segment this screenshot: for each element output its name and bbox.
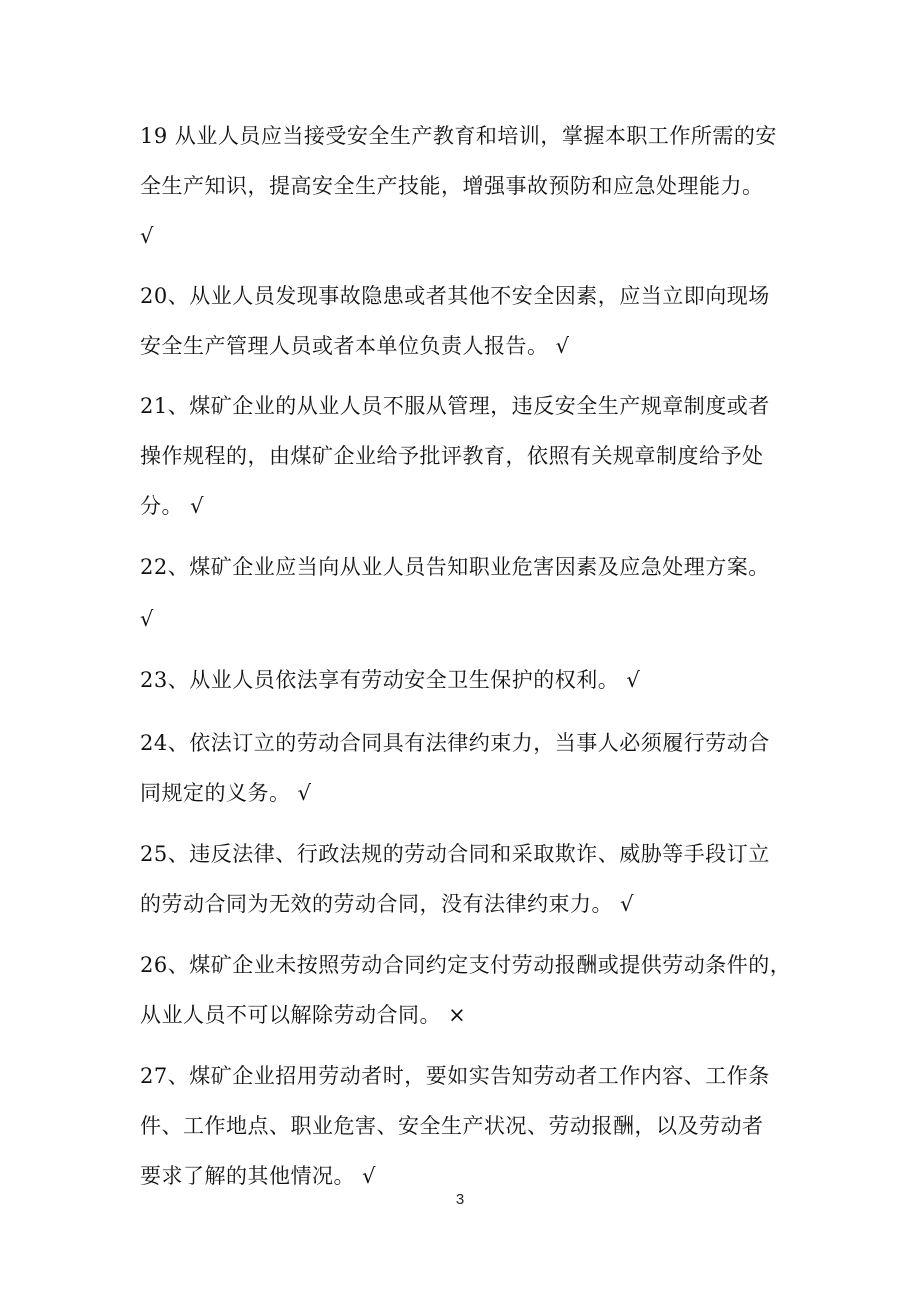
item-27-line-1: 27、煤矿企业招用劳动者时，要如实告知劳动者工作内容、工作条 — [140, 1064, 770, 1088]
item-21-line-2: 操作规程的，由煤矿企业给予批评教育，依照有关规章制度给予处 — [140, 444, 764, 468]
item-21-line-3: 分。 √ — [140, 494, 205, 518]
item-24-line-1: 24、依法订立的劳动合同具有法律约束力，当事人必须履行劳动合 — [140, 731, 770, 755]
item-26-line-2: 从业人员不可以解除劳动合同。 × — [140, 1003, 467, 1027]
item-20-line-2: 安全生产管理人员或者本单位负责人报告。 √ — [140, 334, 570, 358]
item-24-line-2: 同规定的义务。 √ — [140, 781, 312, 805]
item-23-line-1: 23、从业人员依法享有劳动安全卫生保护的权利。 √ — [140, 668, 641, 692]
item-25-line-2: 的劳动合同为无效的劳动合同，没有法律约束力。 √ — [140, 892, 635, 916]
item-22-answer: √ — [140, 607, 154, 631]
item-20-line-1: 20、从业人员发现事故隐患或者其他不安全因素，应当立即向现场 — [140, 284, 770, 308]
item-19-line-2: 全生产知识，提高安全生产技能，增强事故预防和应急处理能力。 — [140, 174, 764, 198]
item-21-line-1: 21、煤矿企业的从业人员不服从管理，违反安全生产规章制度或者 — [140, 394, 770, 418]
item-27-line-3: 要求了解的其他情况。 √ — [140, 1164, 377, 1188]
item-26-line-1: 26、煤矿企业未按照劳动合同约定支付劳动报酬或提供劳动条件的， — [140, 953, 792, 977]
item-22-line-1: 22、煤矿企业应当向从业人员告知职业危害因素及应急处理方案。 — [140, 555, 770, 579]
page-number: 3 — [455, 1191, 465, 1208]
item-19-answer: √ — [140, 224, 154, 248]
item-27-line-2: 件、工作地点、职业危害、安全生产状况、劳动报酬，以及劳动者 — [140, 1114, 764, 1138]
item-19-line-1: 19 从业人员应当接受安全生产教育和培训，掌握本职工作所需的安 — [140, 124, 777, 148]
item-25-line-1: 25、违反法律、行政法规的劳动合同和采取欺诈、威胁等手段订立 — [140, 842, 770, 866]
